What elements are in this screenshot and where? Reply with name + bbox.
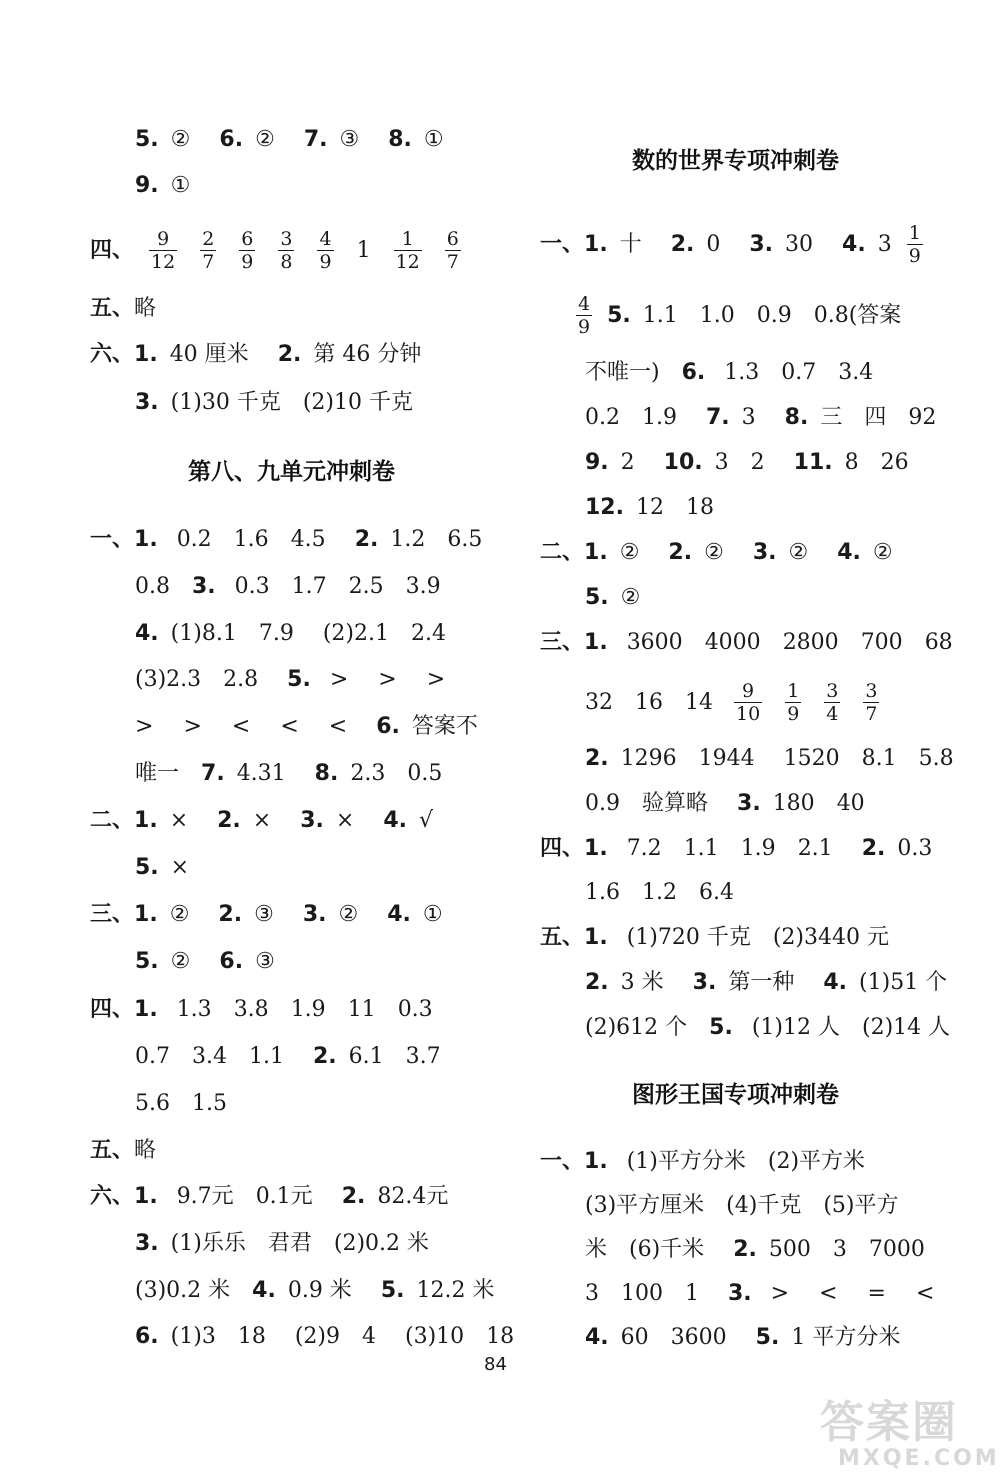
s4-line1: 四、1. 1.3 3.8 1.9 11 0.3 bbox=[90, 997, 433, 1022]
a2-line2: 5. ② bbox=[585, 585, 641, 610]
a5-line2: 2. 3 米 3. 第一种 4. (1)51 个 bbox=[585, 970, 948, 995]
s1-line5: > > < < < 6. 答案不 bbox=[135, 714, 478, 739]
b1-line4: 3 100 1 3. > < = < bbox=[585, 1281, 935, 1306]
s6-line1: 六、1. 9.7元 0.1元 2. 82.4元 bbox=[90, 1184, 449, 1209]
fraction: $\frac{3}{8}$ bbox=[280, 228, 293, 273]
a1-line3: 不唯一) 6. 1.3 0.7 3.4 bbox=[585, 360, 874, 385]
s2-line1: 二、1. × 2. × 3. × 4. √ bbox=[90, 808, 434, 833]
s2-line2: 5. × bbox=[135, 855, 190, 880]
fraction: $\frac{9}{10}$ bbox=[736, 680, 761, 725]
b1-line3: 米 (6)千米 2. 500 3 7000 bbox=[585, 1237, 925, 1262]
left-prev-line1: 5. ② 6. ② 7. ③ 8. ① bbox=[135, 127, 444, 152]
a1-line1: 一、1. 十 2. 0 3. 30 4. 3 $\frac{1}{9}$ bbox=[540, 222, 921, 267]
s3-line2: 5. ② 6. ③ bbox=[135, 949, 275, 974]
a1-line2: $\frac{4}{9}$ 5. 1.1 1.0 0.9 0.8(答案 bbox=[578, 293, 902, 338]
s3-line1: 三、1. ② 2. ③ 3. ② 4. ① bbox=[90, 902, 443, 927]
s4-line3: 5.6 1.5 bbox=[135, 1091, 227, 1116]
s5-line: 五、略 bbox=[90, 1138, 157, 1163]
s6-line4: 6. (1)3 18 (2)9 4 (3)10 18 bbox=[135, 1324, 515, 1349]
left-prev-six-line2: 3. (1)30 千克 (2)10 千克 bbox=[135, 390, 413, 415]
section-title-unit-8-9: 第八、九单元冲刺卷 bbox=[188, 459, 395, 485]
left-prev-four: 四、 $\frac{9}{12}$ $\frac{2}{7}$ $\frac{6}{9}$ $\frac{3}{8}$ $\frac{4}{9}$ 1 $\frac{1}{12}$ $\frac{6}{7}$ bbox=[90, 228, 459, 273]
watermark-logo bbox=[820, 1397, 1000, 1473]
a2-line1: 二、1. ② 2. ② 3. ② 4. ② bbox=[540, 540, 893, 565]
a3-line1: 三、1. 3600 4000 2800 700 68 bbox=[540, 630, 953, 655]
fraction: $\frac{4}{9}$ bbox=[319, 228, 332, 273]
a4-line1: 四、1. 7.2 1.1 1.9 2.1 2. 0.3 bbox=[540, 836, 933, 861]
s1-line2: 0.8 3. 0.3 1.7 2.5 3.9 bbox=[135, 574, 441, 599]
a1-line6: 12. 12 18 bbox=[585, 495, 714, 520]
left-prev-five: 五、略 bbox=[90, 296, 157, 321]
s1-line1: 一、1. 0.2 1.6 4.5 2. 1.2 6.5 bbox=[90, 527, 483, 552]
s4-line2: 0.7 3.4 1.1 2. 6.1 3.7 bbox=[135, 1044, 441, 1069]
a5-line3: (2)612 个 5. (1)12 人 (2)14 人 bbox=[585, 1015, 951, 1040]
fraction: $\frac{2}{7}$ bbox=[202, 228, 215, 273]
fraction: $\frac{1}{9}$ bbox=[787, 680, 800, 725]
s1-line6: 唯一 7. 4.31 8. 2.3 0.5 bbox=[135, 761, 443, 786]
a3-line4: 0.9 验算略 3. 180 40 bbox=[585, 791, 865, 816]
s6-line3: (3)0.2 米 4. 0.9 米 5. 12.2 米 bbox=[135, 1278, 495, 1303]
fraction: $\frac{6}{9}$ bbox=[241, 228, 254, 273]
s6-line2: 3. (1)乐乐 君君 (2)0.2 米 bbox=[135, 1231, 430, 1256]
s1-line3: 4. (1)8.1 7.9 (2)2.1 2.4 bbox=[135, 621, 446, 646]
s1-line4: (3)2.3 2.8 5. > > > bbox=[135, 667, 446, 692]
left-prev-six-line1: 六、1. 40 厘米 2. 第 46 分钟 bbox=[90, 342, 422, 367]
fraction: $\frac{1}{12}$ bbox=[395, 228, 420, 273]
a3-line2: 32 16 14 $\frac{9}{10}$ $\frac{1}{9}$ $\frac{3}{4}$ $\frac{3}{7}$ bbox=[585, 680, 878, 725]
section-title-geometry-kingdom: 图形王国专项冲刺卷 bbox=[632, 1082, 839, 1108]
watermark-url: MXQE.COM bbox=[838, 1446, 1000, 1471]
a1-line5: 9. 2 10. 3 2 11. 8 26 bbox=[585, 450, 909, 475]
a4-line2: 1.6 1.2 6.4 bbox=[585, 880, 734, 905]
left-prev-line2: 9. ① bbox=[135, 173, 191, 198]
fraction: $\frac{3}{4}$ bbox=[826, 680, 839, 725]
fraction: $\frac{6}{7}$ bbox=[446, 228, 459, 273]
a1-line4: 0.2 1.9 7. 3 8. 三 四 92 bbox=[585, 405, 937, 430]
fraction: $\frac{1}{9}$ bbox=[908, 222, 921, 267]
fraction: $\frac{9}{12}$ bbox=[151, 228, 176, 273]
watermark-logo-text: 答案圈 bbox=[820, 1397, 958, 1448]
b1-line2: (3)平方厘米 (4)千克 (5)平方 bbox=[585, 1193, 899, 1218]
a3-line3: 2. 1296 1944 1520 8.1 5.8 bbox=[585, 746, 954, 771]
page-number: 84 bbox=[484, 1354, 507, 1375]
b1-line5: 4. 60 3600 5. 1 平方分米 bbox=[585, 1325, 901, 1350]
b1-line1: 一、1. (1)平方分米 (2)平方米 bbox=[540, 1149, 866, 1174]
fraction: $\frac{3}{7}$ bbox=[865, 680, 878, 725]
fraction: $\frac{4}{9}$ bbox=[578, 293, 591, 338]
section-title-number-world: 数的世界专项冲刺卷 bbox=[632, 148, 839, 174]
a5-line1: 五、1. (1)720 千克 (2)3440 元 bbox=[540, 925, 889, 950]
